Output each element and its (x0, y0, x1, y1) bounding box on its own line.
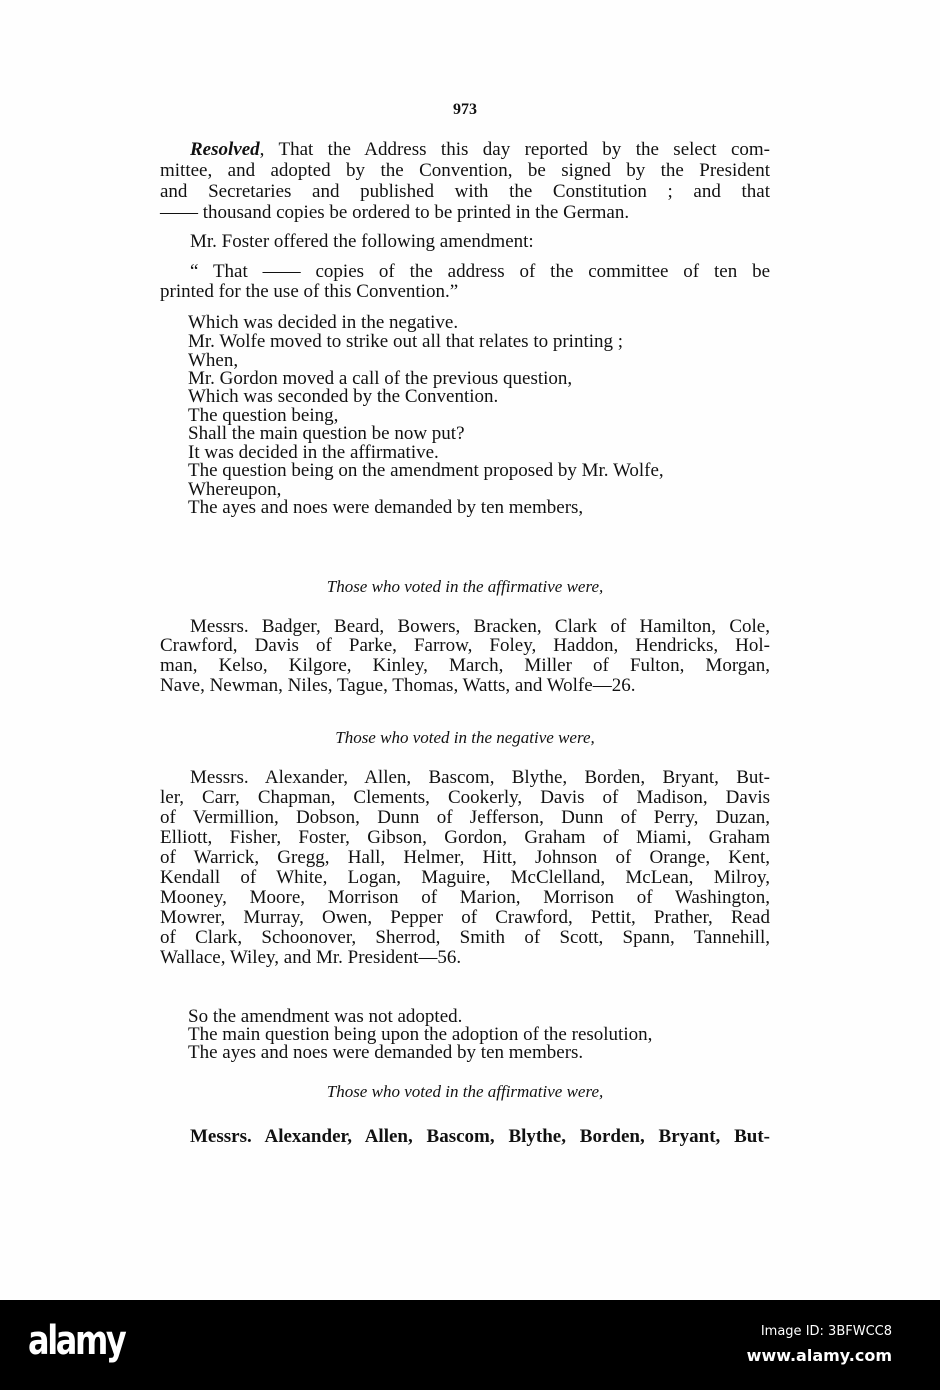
proceeding-line: The question being, (188, 405, 339, 426)
proceeding-line: The question being on the amendment proposed by Mr. Wolfe, (188, 460, 664, 481)
page-number: 973 (453, 101, 477, 118)
proceeding-line: Which was seconded by the Convention. (188, 386, 499, 407)
negative-list-line: ler, Carr, Chapman, Clements, Cookerly, Davis of Madison, Davis (160, 787, 770, 808)
proceeding-line: Mr. Gordon moved a call of the previous question, (188, 368, 573, 389)
affirmative-heading: Those who voted in the affirmative were, (326, 577, 604, 596)
affirmative-list-line: Crawford, Davis of Parke, Farrow, Foley, Haddon, Hendricks, Hol- (160, 635, 770, 656)
affirmative-list-line: man, Kelso, Kilgore, Kinley, March, Miller of Fulton, Morgan, (160, 655, 770, 676)
negative-list-line: of Vermillion, Dobson, Dunn of Jefferson, Dunn of Perry, Duzan, (160, 807, 770, 828)
watermark-url: www.alamy.com (746, 1346, 892, 1365)
image-id: Image ID: 3BFWCC8 (760, 1324, 892, 1339)
alamy-logo: alamy (28, 1318, 125, 1364)
proceeding-line: Mr. Wolfe moved to strike out all that relates to printing ; (188, 331, 624, 352)
proceeding-line: When, (188, 350, 239, 371)
proceeding-line: The ayes and noes were demanded by ten members, (188, 497, 584, 518)
negative-list-line: Mooney, Moore, Morrison of Marion, Morrison of Washington, (160, 887, 770, 908)
affirmative-heading: Those who voted in the affirmative were, (326, 1082, 604, 1101)
negative-heading: Those who voted in the negative were, (335, 728, 595, 747)
negative-list-line: Messrs. Alexander, Allen, Bascom, Blythe, Borden, Bryant, But- (190, 767, 770, 788)
negative-list-line: Elliott, Fisher, Foster, Gibson, Gordon, Graham of Miami, Graham (160, 827, 770, 848)
proceeding-line: Shall the main question be now put? (188, 423, 465, 444)
resolution-line: Resolved, That the Address this day reported by the select com- (190, 139, 770, 160)
negative-list-line: of Clark, Schoonover, Sherrod, Smith of Scott, Spann, Tannehill, (160, 927, 770, 948)
resolution-line: mittee, and adopted by the Convention, be signed by the President (160, 160, 770, 181)
proceeding-line: Whereupon, (188, 479, 282, 500)
proceeding-line: Which was decided in the negative. (188, 312, 459, 333)
affirmative-list-line: Messrs. Badger, Beard, Bowers, Bracken, Clark of Hamilton, Cole, (190, 616, 770, 637)
amendment-quote-line: printed for the use of this Convention.” (160, 281, 459, 302)
affirmative-list-line: Nave, Newman, Niles, Tague, Thomas, Watts, and Wolfe—26. (160, 675, 636, 696)
negative-list-line: Mowrer, Murray, Owen, Pepper of Crawford, Pettit, Prather, Read (160, 907, 770, 928)
proceeding-line: It was decided in the affirmative. (188, 442, 439, 463)
negative-list-line: of Warrick, Gregg, Hall, Helmer, Hitt, Johnson of Orange, Kent, (160, 847, 770, 868)
amendment-quote-line: “ That —— copies of the address of the committee of ten be (190, 261, 770, 282)
resolved-label: Resolved (190, 139, 260, 160)
negative-list-line: Kendall of White, Logan, Maguire, McClelland, McLean, Milroy, (160, 867, 770, 888)
watermark-bar (0, 1300, 940, 1390)
closing-line: The main question being upon the adoption of the resolution, (188, 1024, 653, 1045)
closing-line: So the amendment was not adopted. (188, 1006, 463, 1027)
resolution-line: and Secretaries and published with the Constitution ; and that (160, 181, 770, 202)
negative-list-line: Wallace, Wiley, and Mr. President—56. (160, 947, 462, 968)
closing-line: The ayes and noes were demanded by ten members. (188, 1042, 584, 1063)
resolution-line: —— thousand copies be ordered to be printed in the German. (160, 202, 630, 223)
affirmative-list-line: Messrs. Alexander, Allen, Bascom, Blythe, Borden, Bryant, But- (190, 1126, 770, 1147)
foster-amendment-intro: Mr. Foster offered the following amendment: (190, 231, 534, 252)
